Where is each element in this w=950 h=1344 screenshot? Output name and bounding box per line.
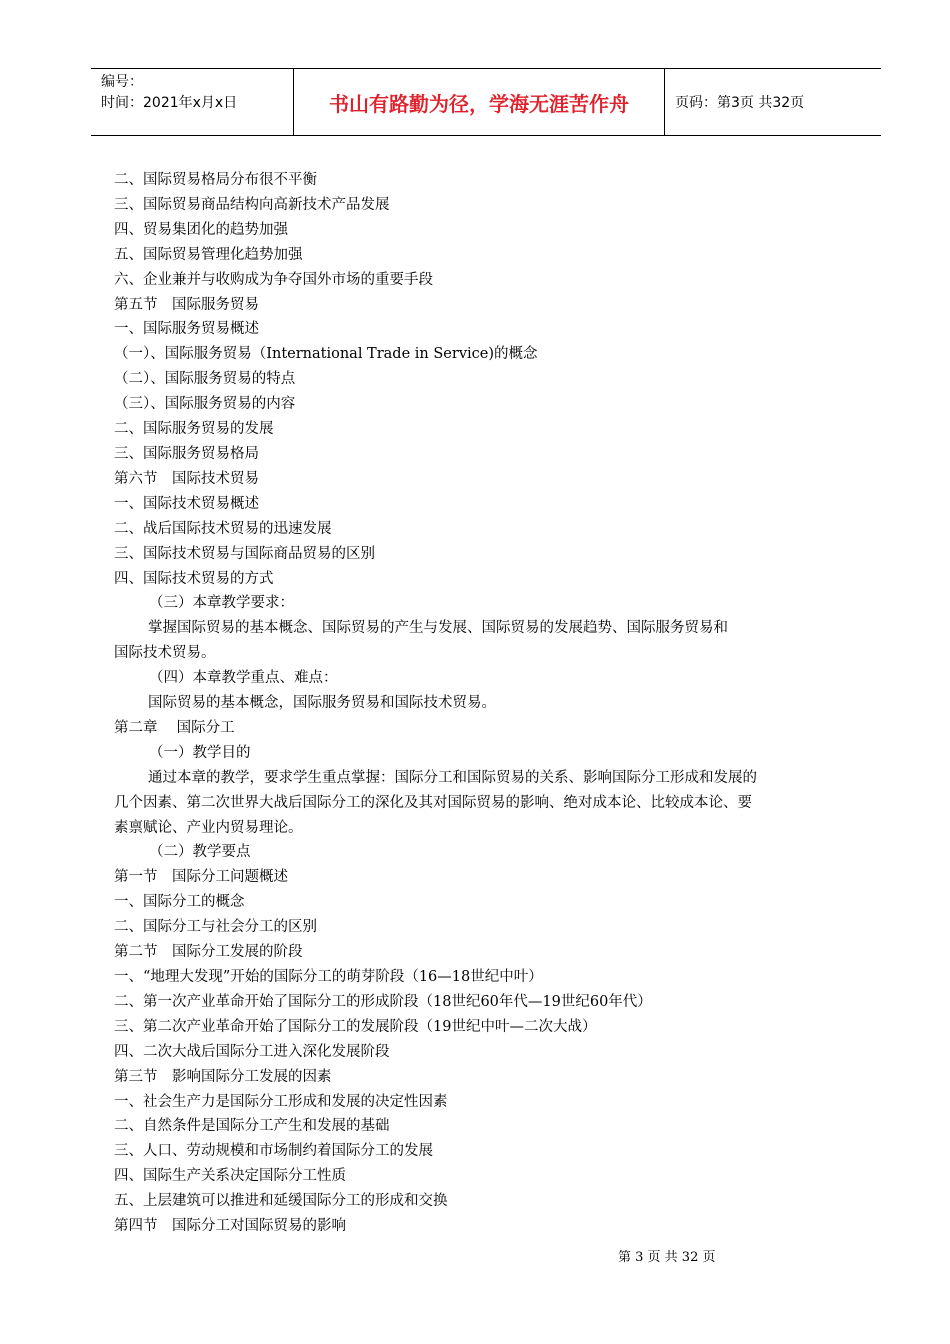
text-line: 四、贸易集团化的趋势加强 [114, 221, 288, 238]
text-line: 第四节 国际分工对国际贸易的影响 [114, 1218, 346, 1235]
text-line: 国际技术贸易。 [114, 645, 216, 662]
text-line: 三、人口、劳动规模和市场制约着国际分工的发展 [114, 1143, 433, 1160]
text-line: 第五节 国际服务贸易 [114, 296, 259, 313]
text-line: 三、国际贸易商品结构向高新技术产品发展 [114, 196, 390, 213]
text-line: 素禀赋论、产业内贸易理论。 [114, 819, 303, 836]
footer-page-number: 第 3 页 共 32 页 [618, 1250, 716, 1265]
text-line: 五、上层建筑可以推进和延缓国际分工的形成和交换 [114, 1193, 448, 1210]
text-line: 二、第一次产业革命开始了国际分工的形成阶段（18世纪60年代—19世纪60年代） [114, 993, 652, 1010]
text-line: 掌握国际贸易的基本概念、国际贸易的产生与发展、国际贸易的发展趋势、国际服务贸易和 [148, 620, 728, 637]
text-line: （二）教学要点 [149, 844, 251, 861]
text-line: 第二章 国际分工 [114, 719, 235, 736]
text-line: 三、国际服务贸易格局 [114, 445, 259, 462]
text-line: （四）本章教学重点、难点： [149, 670, 338, 687]
text-line: （一）教学目的 [149, 744, 251, 761]
text-line: 通过本章的教学，要求学生重点掌握：国际分工和国际贸易的关系、影响国际分工形成和发展的 [148, 769, 757, 786]
text-line: 四、国际生产关系决定国际分工性质 [114, 1168, 346, 1185]
text-line: 一、国际服务贸易概述 [114, 321, 259, 338]
text-line: （一）、国际服务贸易（International Trade in Service)的概念 [114, 346, 538, 363]
text-line: 六、企业兼并与收购成为争夺国外市场的重要手段 [114, 271, 433, 288]
text-line: 第六节 国际技术贸易 [114, 470, 259, 487]
header-motto: 书山有路勤为径，学海无涯苦作舟 [293, 69, 665, 135]
document-header [91, 68, 881, 136]
text-line: 二、战后国际技术贸易的迅速发展 [114, 520, 332, 537]
text-line: 一、国际技术贸易概述 [114, 495, 259, 512]
text-line: 二、国际贸易格局分布很不平衡 [114, 172, 317, 188]
text-line: 三、第二次产业革命开始了国际分工的发展阶段（19世纪中叶—二次大战） [114, 1018, 597, 1035]
text-line: 四、国际技术贸易的方式 [114, 570, 274, 587]
text-line: （三）本章教学要求： [149, 595, 294, 612]
text-line: 一、社会生产力是国际分工形成和发展的决定性因素 [114, 1093, 448, 1110]
text-line: 第三节 影响国际分工发展的因素 [114, 1068, 332, 1085]
text-line: 一、“地理大发现”开始的国际分工的萌芽阶段（16—18世纪中叶） [114, 969, 543, 985]
text-line: 一、国际分工的概念 [114, 894, 245, 911]
text-line: （二）、国际服务贸易的特点 [114, 371, 296, 388]
text-line: 几个因素、第二次世界大战后国际分工的深化及其对国际贸易的影响、绝对成本论、比较成本论、要 [114, 794, 752, 811]
text-line: 二、自然条件是国际分工产生和发展的基础 [114, 1118, 390, 1135]
text-line: 国际贸易的基本概念，国际服务贸易和国际技术贸易。 [148, 695, 496, 712]
document-body [114, 168, 864, 1239]
time-label: 时间：2021年x月x日 [101, 95, 238, 111]
header-page-info: 页码：第3页 共32页 [675, 95, 805, 111]
text-line: 第二节 国际分工发展的阶段 [114, 944, 303, 961]
text-line: 五、国际贸易管理化趋势加强 [114, 246, 303, 263]
text-line: 二、国际服务贸易的发展 [114, 421, 274, 438]
number-label: 编号： [101, 74, 143, 90]
text-line: 第一节 国际分工问题概述 [114, 869, 288, 886]
text-line: 二、国际分工与社会分工的区别 [114, 919, 317, 936]
text-line: 三、国际技术贸易与国际商品贸易的区别 [114, 545, 375, 562]
text-line: （三）、国际服务贸易的内容 [114, 396, 296, 413]
header-meta [91, 69, 293, 135]
text-line: 四、二次大战后国际分工进入深化发展阶段 [114, 1043, 390, 1060]
